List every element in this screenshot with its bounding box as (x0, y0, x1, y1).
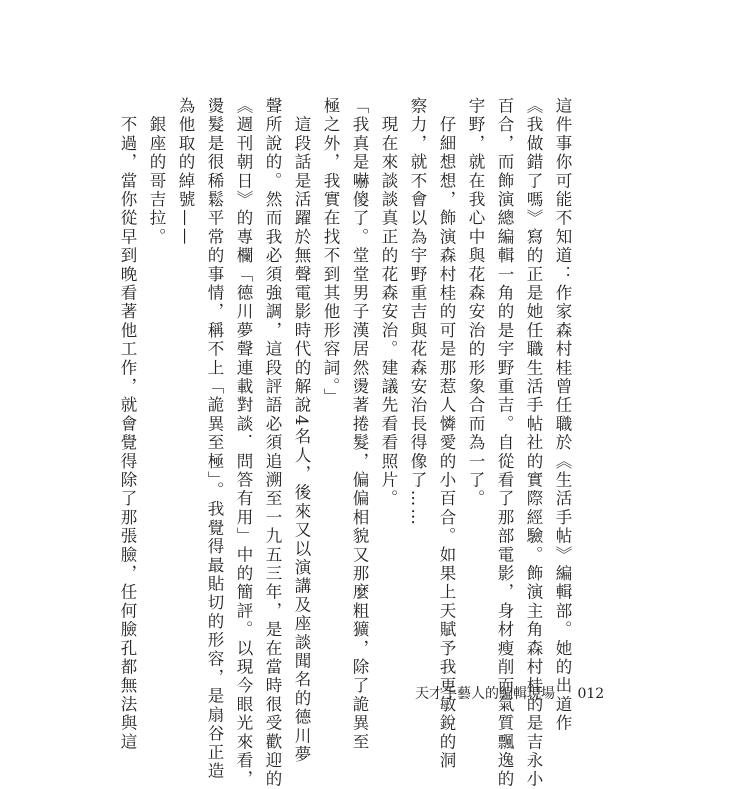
text-column-3: 百合，而飾演總編輯一角的是宇野重吉。自從看了那部電影，身材瘦削而氣質飄逸的 (495, 97, 514, 789)
page-number: 012 (577, 686, 605, 702)
text-column-11: 聲所說的。然而我必須強調，這段評語必須追溯至一九五三年，是在當時很受歡迎的 (263, 97, 282, 789)
text-column-8: 「我真是嚇傻了。堂堂男子漢居然燙著捲髮，偏偏相貌又那麼粗獷，除了詭異至 (350, 97, 369, 752)
page-footer (415, 683, 604, 703)
text-column-12: 《週刊朝日》的專欄「德川夢聲連載對談．問答有用」中的簡評。以現今眼光來看， (234, 97, 253, 789)
running-title: 天才手藝人的編輯現場 (415, 686, 555, 702)
text-column-15: 銀座的哥吉拉。 (147, 97, 166, 247)
text-column-16: 不過，當你從早到晚看著他工作，就會覺得除了那張臉，任何臉孔都無法與這 (118, 97, 137, 752)
text-column-13: 燙髮是很稀鬆平常的事情，稱不上「詭異至極」。我覺得最貼切的形容，是扇谷正造 (205, 97, 224, 781)
text-column-2: 《我做錯了嗎》寫的正是她任職生活手帖社的實際經驗。飾演主角森村桂的是吉永小 (524, 97, 543, 789)
text-column-4: 宇野，就在我心中與花森安治的形象合而為一了。 (466, 97, 485, 509)
text-column-1: 這件事你可能不知道：作家森村桂曾任職於《生活手帖》編輯部。她的出道作 (553, 97, 572, 733)
text-column-9: 極之外，我實在找不到其他形容詞。」 (321, 97, 340, 407)
text-column-10: 這段話是活躍於無聲電影時代的解說4名人，後來又以演講及座談聞名的德川夢 (292, 97, 311, 765)
text-column-14: 為他取的綽號—— (176, 97, 195, 247)
text-column-7: 現在來談談真正的花森安治。建議先看看照片。 (379, 97, 398, 509)
text-column-6: 察力，就不會以為宇野重吉與花森安治長得像了…… (408, 97, 427, 528)
text-column-5: 仔細想想，飾演森村桂的可是那惹人憐愛的小百合。如果上天賦予我更敏銳的洞 (437, 97, 456, 771)
